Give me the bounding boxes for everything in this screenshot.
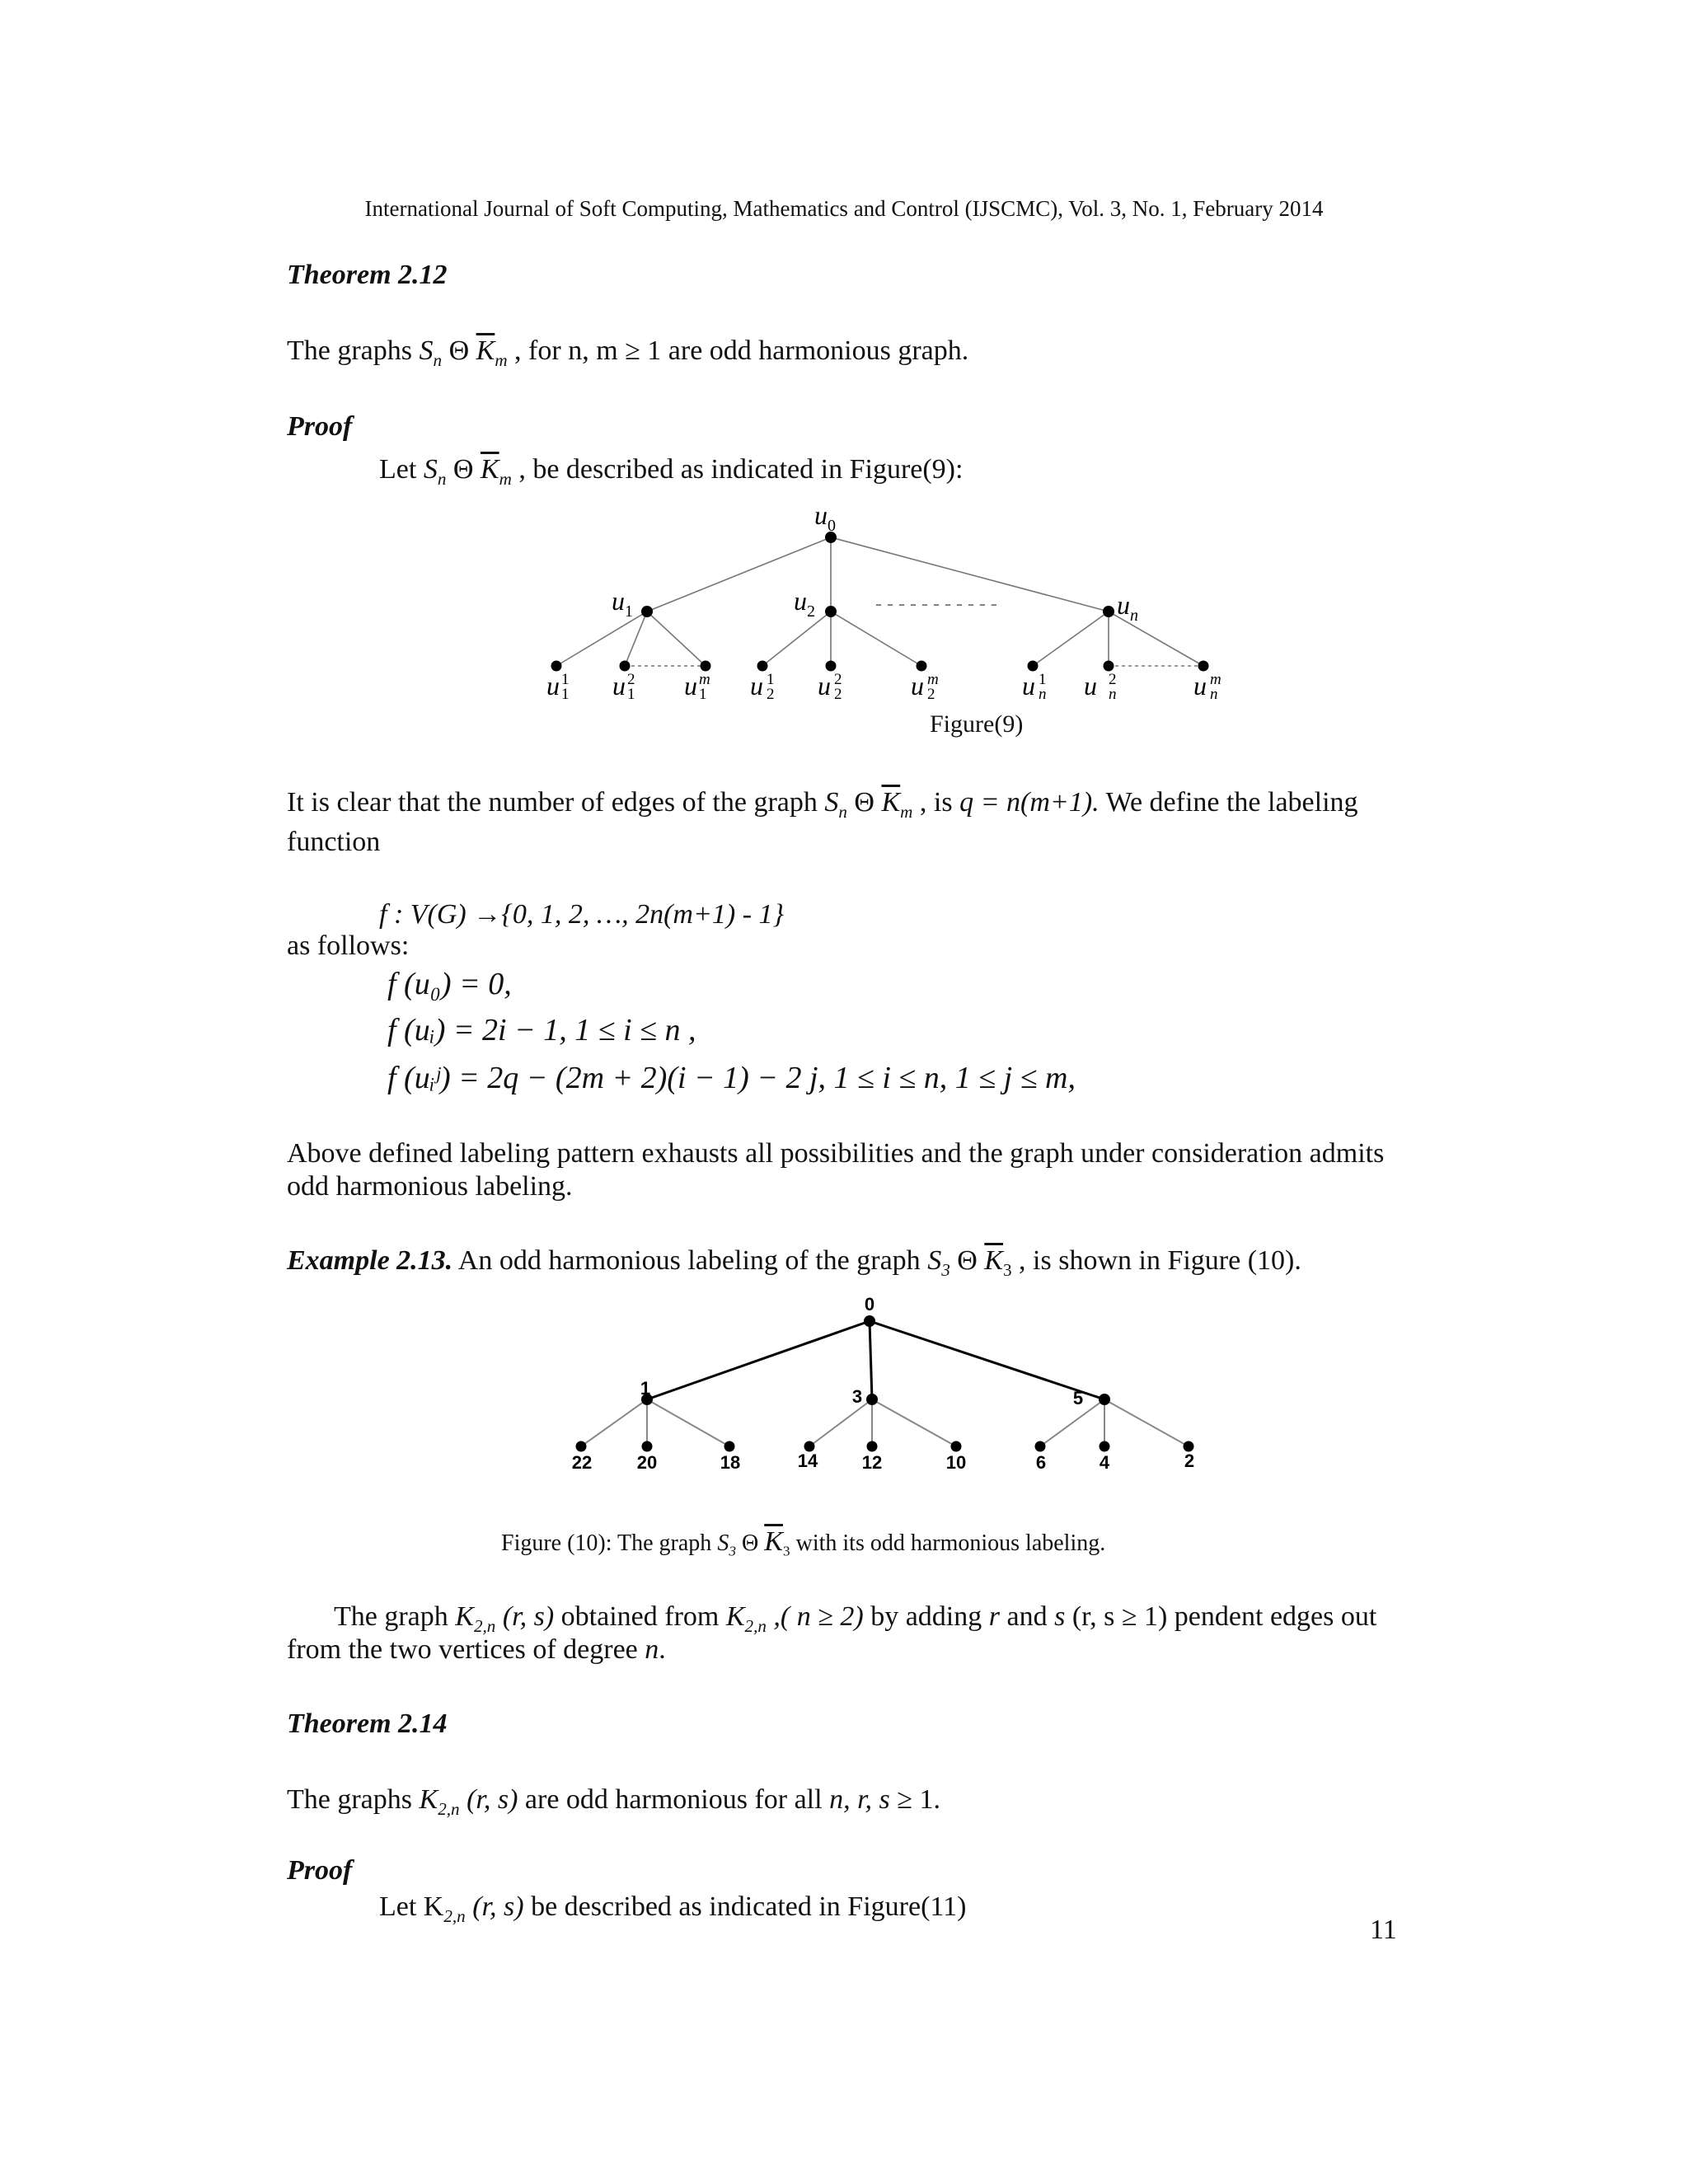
label-3: 3 bbox=[851, 1386, 863, 1407]
theorem-2-14-heading: Theorem 2.14 bbox=[287, 1708, 448, 1739]
svg-text:n: n bbox=[1210, 686, 1218, 703]
node-22 bbox=[576, 1441, 587, 1452]
label-5: 5 bbox=[1072, 1388, 1084, 1408]
svg-text:1: 1 bbox=[767, 671, 775, 688]
svg-text:1: 1 bbox=[1039, 671, 1047, 688]
node-10 bbox=[951, 1441, 962, 1452]
svg-text:1: 1 bbox=[561, 671, 570, 688]
proof-2-intro: Let $K_{2,n}$ (r, s) be described as indicated in Figure(11) bbox=[379, 1891, 967, 1926]
label-10: 10 bbox=[945, 1452, 967, 1473]
svg-text:1: 1 bbox=[699, 686, 707, 703]
journal-header: International Journal of Soft Computing, Mathematics and Control (IJSCMC), Vol. 3, No. 1, February 2014 bbox=[364, 196, 1324, 221]
k2n-paragraph-line1: The graph $K_{2,n}$ (r, s) obtained from $K_{2,n}$ ,( n ≥ 2) by adding r and s (r, s ≥ 1) pendent edges out bbox=[334, 1601, 1377, 1636]
svg-text:2: 2 bbox=[834, 671, 842, 688]
svg-text:u: u bbox=[612, 671, 626, 701]
node-6 bbox=[1035, 1441, 1046, 1452]
svg-text:m: m bbox=[699, 671, 710, 688]
svg-text:m: m bbox=[927, 671, 939, 688]
exhaust-paragraph-line2: odd harmonious labeling. bbox=[287, 1171, 573, 1202]
label-4: 4 bbox=[1099, 1452, 1110, 1473]
example-statement: Example 2.13. An odd harmonious labeling of the graph $S_3$ Θ $\overline{K}_3$ , is shown in Figure (10). bbox=[287, 1245, 1301, 1280]
ellipsis-dashes: - - - - - - - - - - - bbox=[875, 593, 997, 615]
labeling-function: f : V(G) →{0, 1, 2, …, 2n(m+1) - 1} bbox=[379, 899, 785, 930]
svg-text:n: n bbox=[1109, 686, 1117, 703]
svg-text:u: u bbox=[1084, 671, 1097, 701]
svg-text:n: n bbox=[1039, 686, 1047, 703]
label-1: 1 bbox=[640, 1378, 651, 1399]
figure-9-caption: Figure(9) bbox=[930, 710, 1024, 738]
label-0: 0 bbox=[864, 1294, 875, 1315]
label-22: 22 bbox=[571, 1452, 593, 1473]
label-14: 14 bbox=[797, 1451, 818, 1471]
label-12: 12 bbox=[861, 1452, 883, 1473]
svg-text:2: 2 bbox=[627, 671, 635, 688]
svg-text:u: u bbox=[818, 671, 831, 701]
page-number: 11 bbox=[1370, 1915, 1397, 1945]
svg-text:2: 2 bbox=[834, 686, 842, 703]
node-12 bbox=[867, 1441, 878, 1452]
svg-text:u: u bbox=[750, 671, 763, 701]
label-6: 6 bbox=[1035, 1452, 1047, 1473]
svg-text:u: u bbox=[911, 671, 924, 701]
proof-intro: Let $S_n$ Θ $\overline{K}_m$ , be described as indicated in Figure(9): bbox=[379, 454, 964, 489]
edges-paragraph-line2: function bbox=[287, 827, 381, 857]
svg-text:u: u bbox=[684, 671, 697, 701]
svg-text:u2: $u_2$ bbox=[794, 586, 815, 621]
theorem-statement: The graphs $S_n$ Θ $\overline{K}_m$ , for n, m ≥ 1 are odd harmonious graph. bbox=[287, 335, 969, 370]
svg-text:2: 2 bbox=[767, 686, 775, 703]
equation-1: f (u₀) = 0, bbox=[387, 967, 512, 1001]
as-follows: as follows: bbox=[287, 930, 410, 961]
svg-text:u: u bbox=[1022, 671, 1035, 701]
node-18 bbox=[724, 1441, 735, 1452]
svg-text:1: 1 bbox=[561, 686, 570, 703]
node-5 bbox=[1099, 1394, 1110, 1405]
svg-text:u: u bbox=[1193, 671, 1207, 701]
node-0 bbox=[864, 1315, 875, 1327]
theorem-heading: Theorem 2.12 bbox=[287, 260, 448, 290]
svg-text:m: m bbox=[1210, 671, 1221, 688]
svg-text:u: u bbox=[546, 671, 560, 701]
label-20: 20 bbox=[636, 1452, 658, 1473]
equation-3: f (uᵢʲ) = 2q − (2m + 2)(i − 1) − 2 j, 1 ≤ i ≤ n, 1 ≤ j ≤ m, bbox=[387, 1061, 1076, 1095]
proof-heading: Proof bbox=[287, 411, 353, 442]
label-18: 18 bbox=[720, 1452, 741, 1473]
k2n-paragraph-line2: from the two vertices of degree n. bbox=[287, 1634, 666, 1665]
svg-text:u1: $u_1$ bbox=[612, 586, 633, 621]
svg-text:1: 1 bbox=[627, 686, 635, 703]
equation-2: f (uᵢ) = 2i − 1, 1 ≤ i ≤ n , bbox=[387, 1013, 696, 1047]
svg-text:2: 2 bbox=[1109, 671, 1117, 688]
svg-text:un: $u_n$ bbox=[1117, 590, 1138, 625]
label-2: 2 bbox=[1184, 1451, 1195, 1471]
proof-2-heading: Proof bbox=[287, 1855, 353, 1886]
svg-text:2: 2 bbox=[927, 686, 935, 703]
edges-paragraph: It is clear that the number of edges of the graph $S_n$ Θ $\overline{K}_m$ , is q = n(m+1). We define the labeling bbox=[287, 787, 1358, 822]
svg-text:u0: $u_0$ bbox=[814, 500, 836, 535]
node-3 bbox=[866, 1394, 878, 1405]
figure-10-caption: Figure (10): The graph $S_3$ Θ $\overline{K}_3$ with its odd harmonious labeling. bbox=[501, 1526, 1106, 1559]
node-4 bbox=[1100, 1441, 1110, 1452]
theorem-2-14-statement: The graphs $K_{2,n}$ (r, s) are odd harmonious for all n, r, s ≥ 1. bbox=[287, 1784, 940, 1819]
exhaust-paragraph-line1: Above defined labeling pattern exhausts all possibilities and the graph under consideration admits bbox=[287, 1138, 1385, 1169]
node-20 bbox=[642, 1441, 653, 1452]
